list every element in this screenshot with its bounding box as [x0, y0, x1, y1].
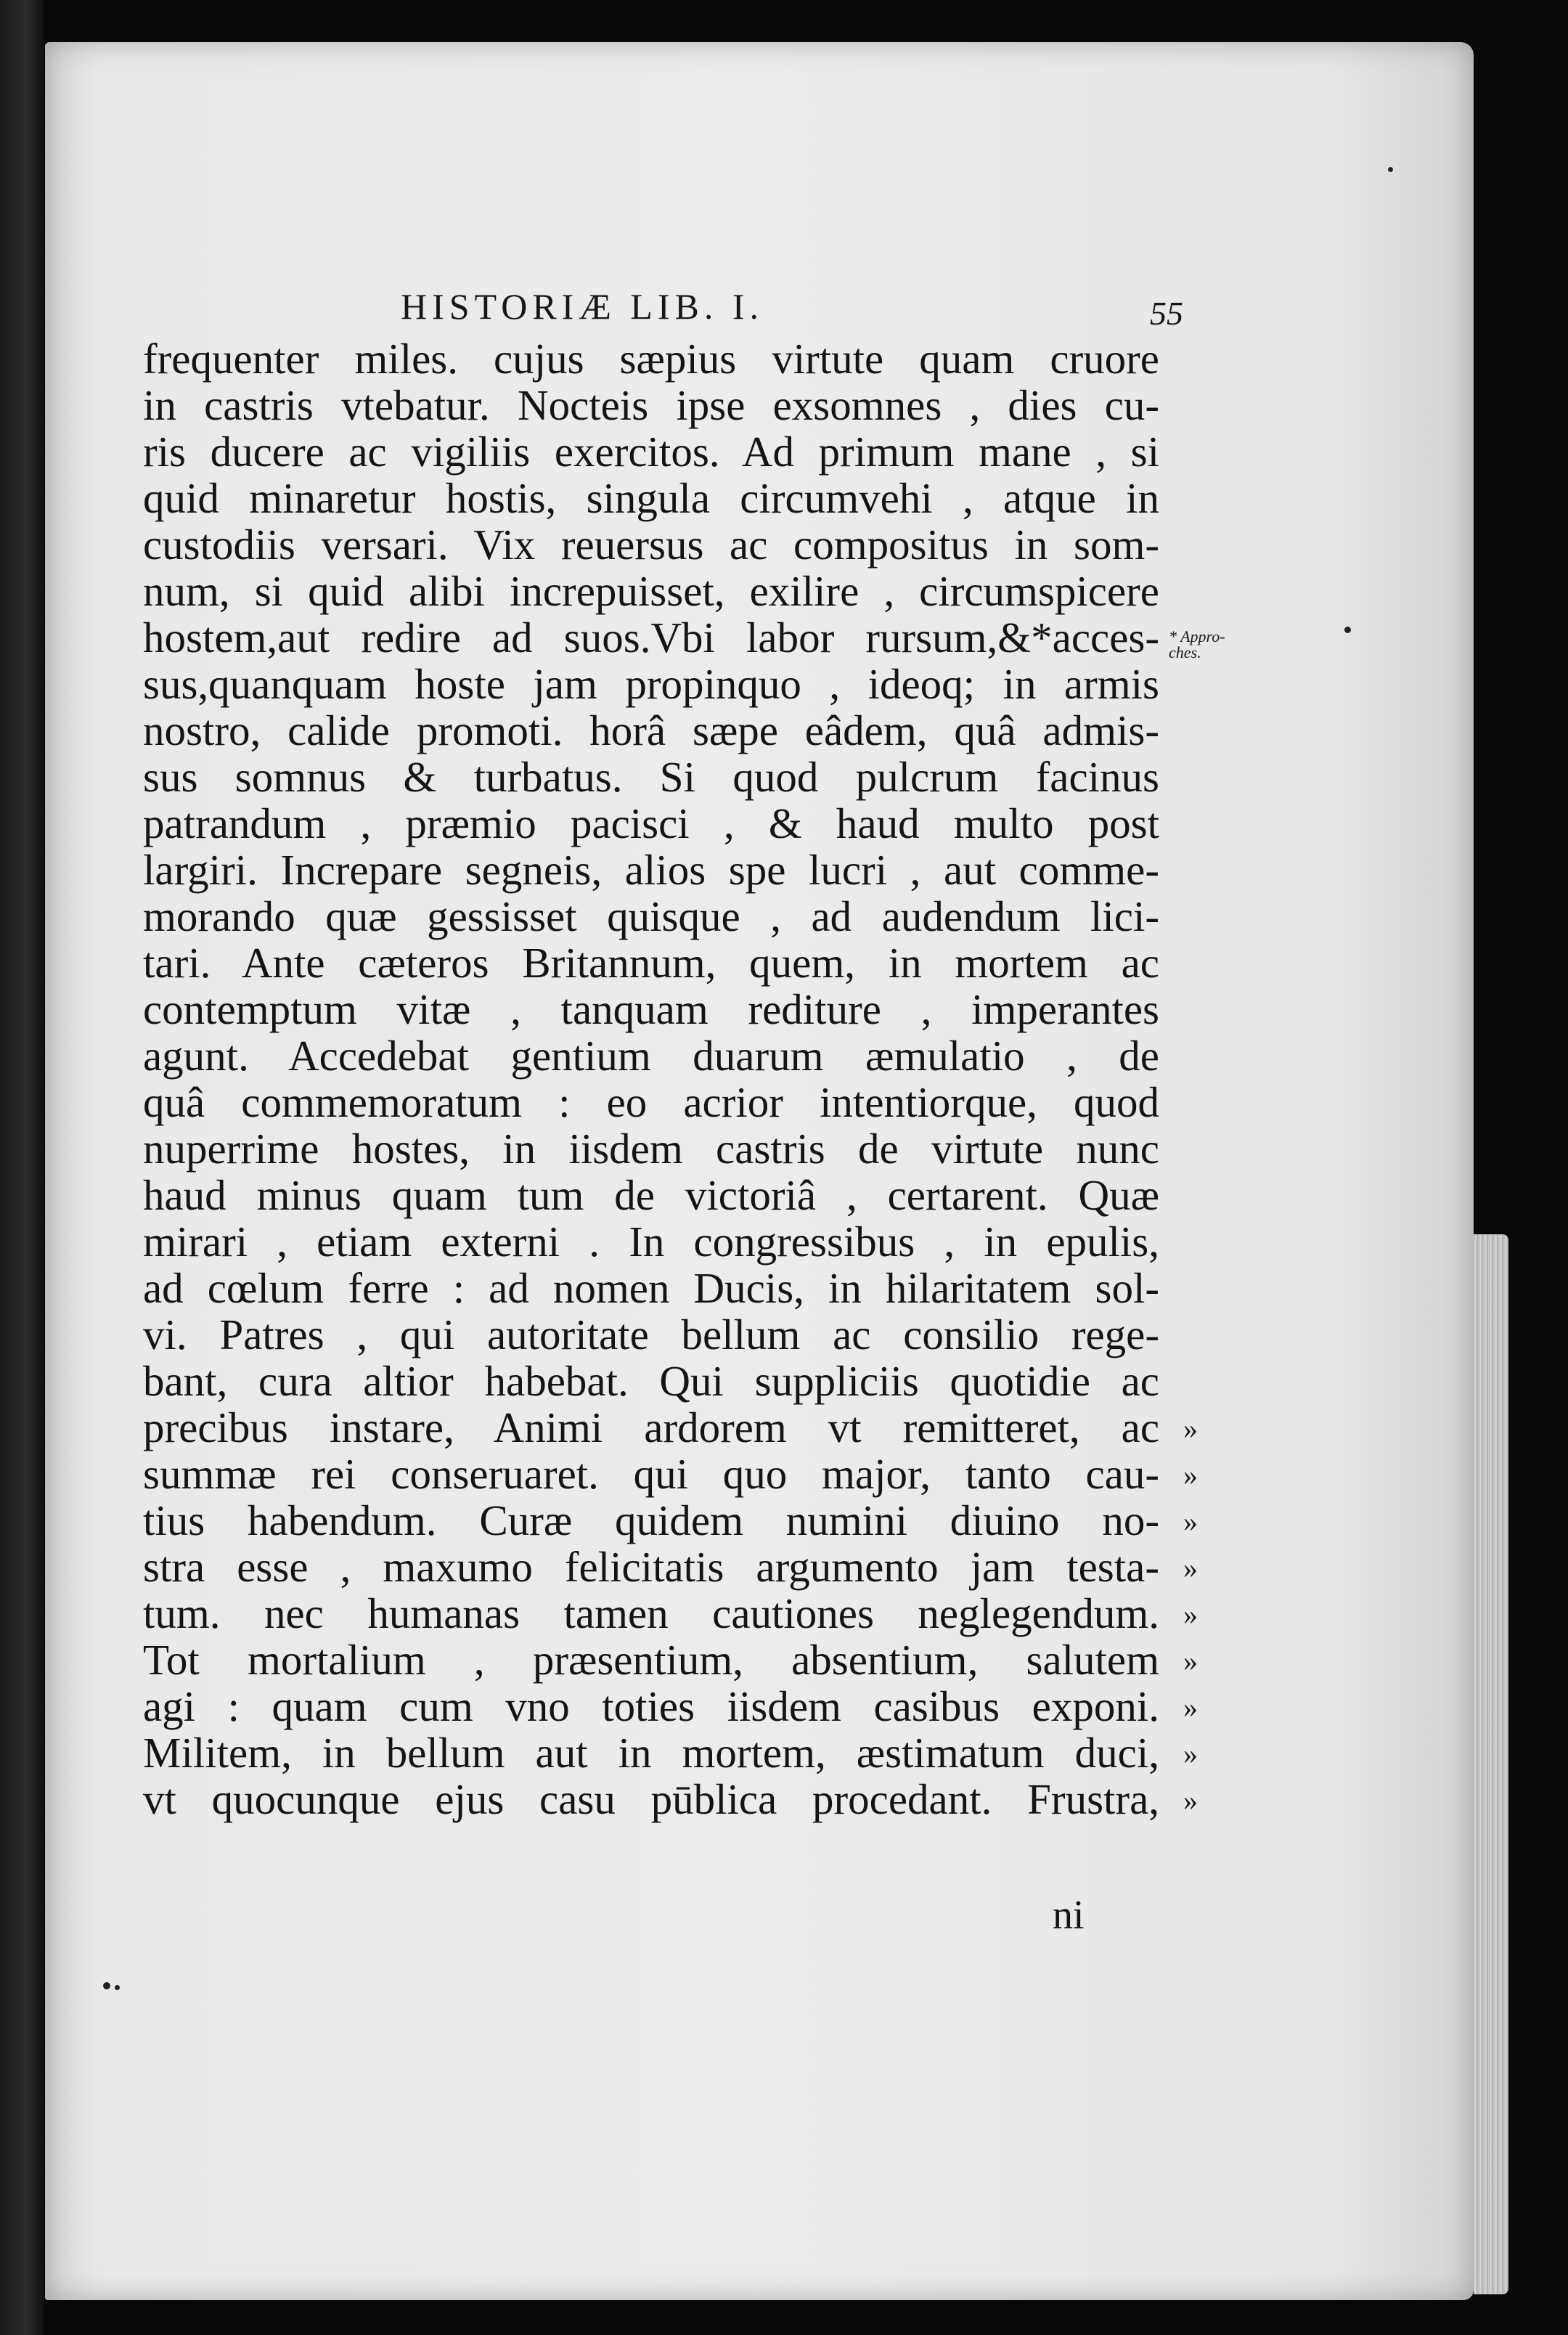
page-edges	[1474, 1234, 1508, 2294]
marginal-note: * Appro-ches.	[1169, 627, 1225, 661]
text-line: ad cœlum ferre : ad nomen Ducis, in hilaritatem sol-	[143, 1264, 1159, 1312]
ink-spot	[115, 1985, 120, 1990]
book-binding	[0, 0, 44, 2335]
quote-mark: »	[1183, 1412, 1198, 1445]
text-line: hostem,aut redire ad suos.Vbi labor rursum,&*acces-	[143, 614, 1159, 661]
text-line: agunt. Accedebat gentium duarum æmulatio , de	[143, 1032, 1159, 1080]
text-line: tum. nec humanas tamen cautiones neglegendum.	[143, 1589, 1159, 1637]
text-line: sus,quanquam hoste jam propinquo , ideoq; in armis	[143, 660, 1159, 708]
text-line: frequenter miles. cujus sæpius virtute quam cruore	[143, 335, 1159, 383]
text-line: quâ commemoratum : eo acrior intentiorque, quod	[143, 1078, 1159, 1126]
text-line: precibus instare, Animi ardorem vt remitteret, ac	[143, 1403, 1159, 1451]
running-head: HISTORIÆ LIB. I.	[401, 286, 764, 327]
ink-spot	[103, 1982, 110, 1989]
text-line: tius habendum. Curæ quidem numini diuino no-	[143, 1496, 1159, 1544]
book-page	[45, 42, 1474, 2300]
text-line: largiri. Increpare segneis, alios spe lucri , aut comme-	[143, 846, 1159, 894]
text-line: Militem, in bellum aut in mortem, æstimatum duci,	[143, 1729, 1159, 1777]
quote-mark: »	[1183, 1552, 1198, 1584]
text-line: nuperrime hostes, in iisdem castris de virtute nunc	[143, 1125, 1159, 1173]
text-line: bant, cura altior habebat. Qui suppliciis quotidie ac	[143, 1357, 1159, 1405]
page-header	[45, 285, 1474, 336]
text-line: mirari , etiam externi . In congressibus , in epulis,	[143, 1218, 1159, 1266]
quote-mark: »	[1183, 1505, 1198, 1538]
ink-spot	[1344, 627, 1351, 633]
quote-mark: »	[1183, 1645, 1198, 1677]
ink-spot	[1388, 167, 1393, 172]
quote-mark: »	[1183, 1691, 1198, 1724]
text-line: Tot mortalium , præsentium, absentium, salutem	[143, 1636, 1159, 1684]
text-line: patrandum , præmio pacisci , & haud multo post	[143, 799, 1159, 847]
catchword: ni	[1053, 1893, 1085, 1938]
text-line: contemptum vitæ , tanquam rediture , imperantes	[143, 985, 1159, 1033]
quote-mark: »	[1183, 1598, 1198, 1631]
text-line: vt quocunque ejus casu pūblica procedant. Frustra,	[143, 1775, 1159, 1823]
text-line: in castris vtebatur. Nocteis ipse exsomnes , dies cu-	[143, 381, 1159, 429]
text-line: stra esse , maxumo felicitatis argumento jam testa-	[143, 1543, 1159, 1591]
quote-mark: »	[1183, 1784, 1198, 1817]
text-line: haud minus quam tum de victoriâ , certarent. Quæ	[143, 1171, 1159, 1219]
text-line: num, si quid alibi increpuisset, exilire , circumspicere	[143, 567, 1159, 615]
text-line: morando quæ gessisset quisque , ad audendum lici-	[143, 892, 1159, 940]
text-line: ris ducere ac vigiliis exercitos. Ad primum mane , si	[143, 428, 1159, 476]
text-line: vi. Patres , qui autoritate bellum ac consilio rege-	[143, 1311, 1159, 1358]
quote-mark: »	[1183, 1737, 1198, 1770]
text-line: tari. Ante cæteros Britannum, quem, in mortem ac	[143, 939, 1159, 987]
quote-mark: »	[1183, 1459, 1198, 1491]
text-line: custodiis versari. Vix reuersus ac compositus in som-	[143, 521, 1159, 569]
text-line: summæ rei conseruaret. qui quo major, tanto cau-	[143, 1450, 1159, 1498]
text-line: agi : quam cum vno toties iisdem casibus exponi.	[143, 1682, 1159, 1730]
page-number: 55	[1150, 295, 1183, 332]
text-line: sus somnus & turbatus. Si quod pulcrum facinus	[143, 753, 1159, 801]
text-line: quid minaretur hostis, singula circumvehi , atque in	[143, 474, 1159, 522]
text-line: nostro, calide promoti. horâ sæpe eâdem, quâ admis-	[143, 706, 1159, 754]
